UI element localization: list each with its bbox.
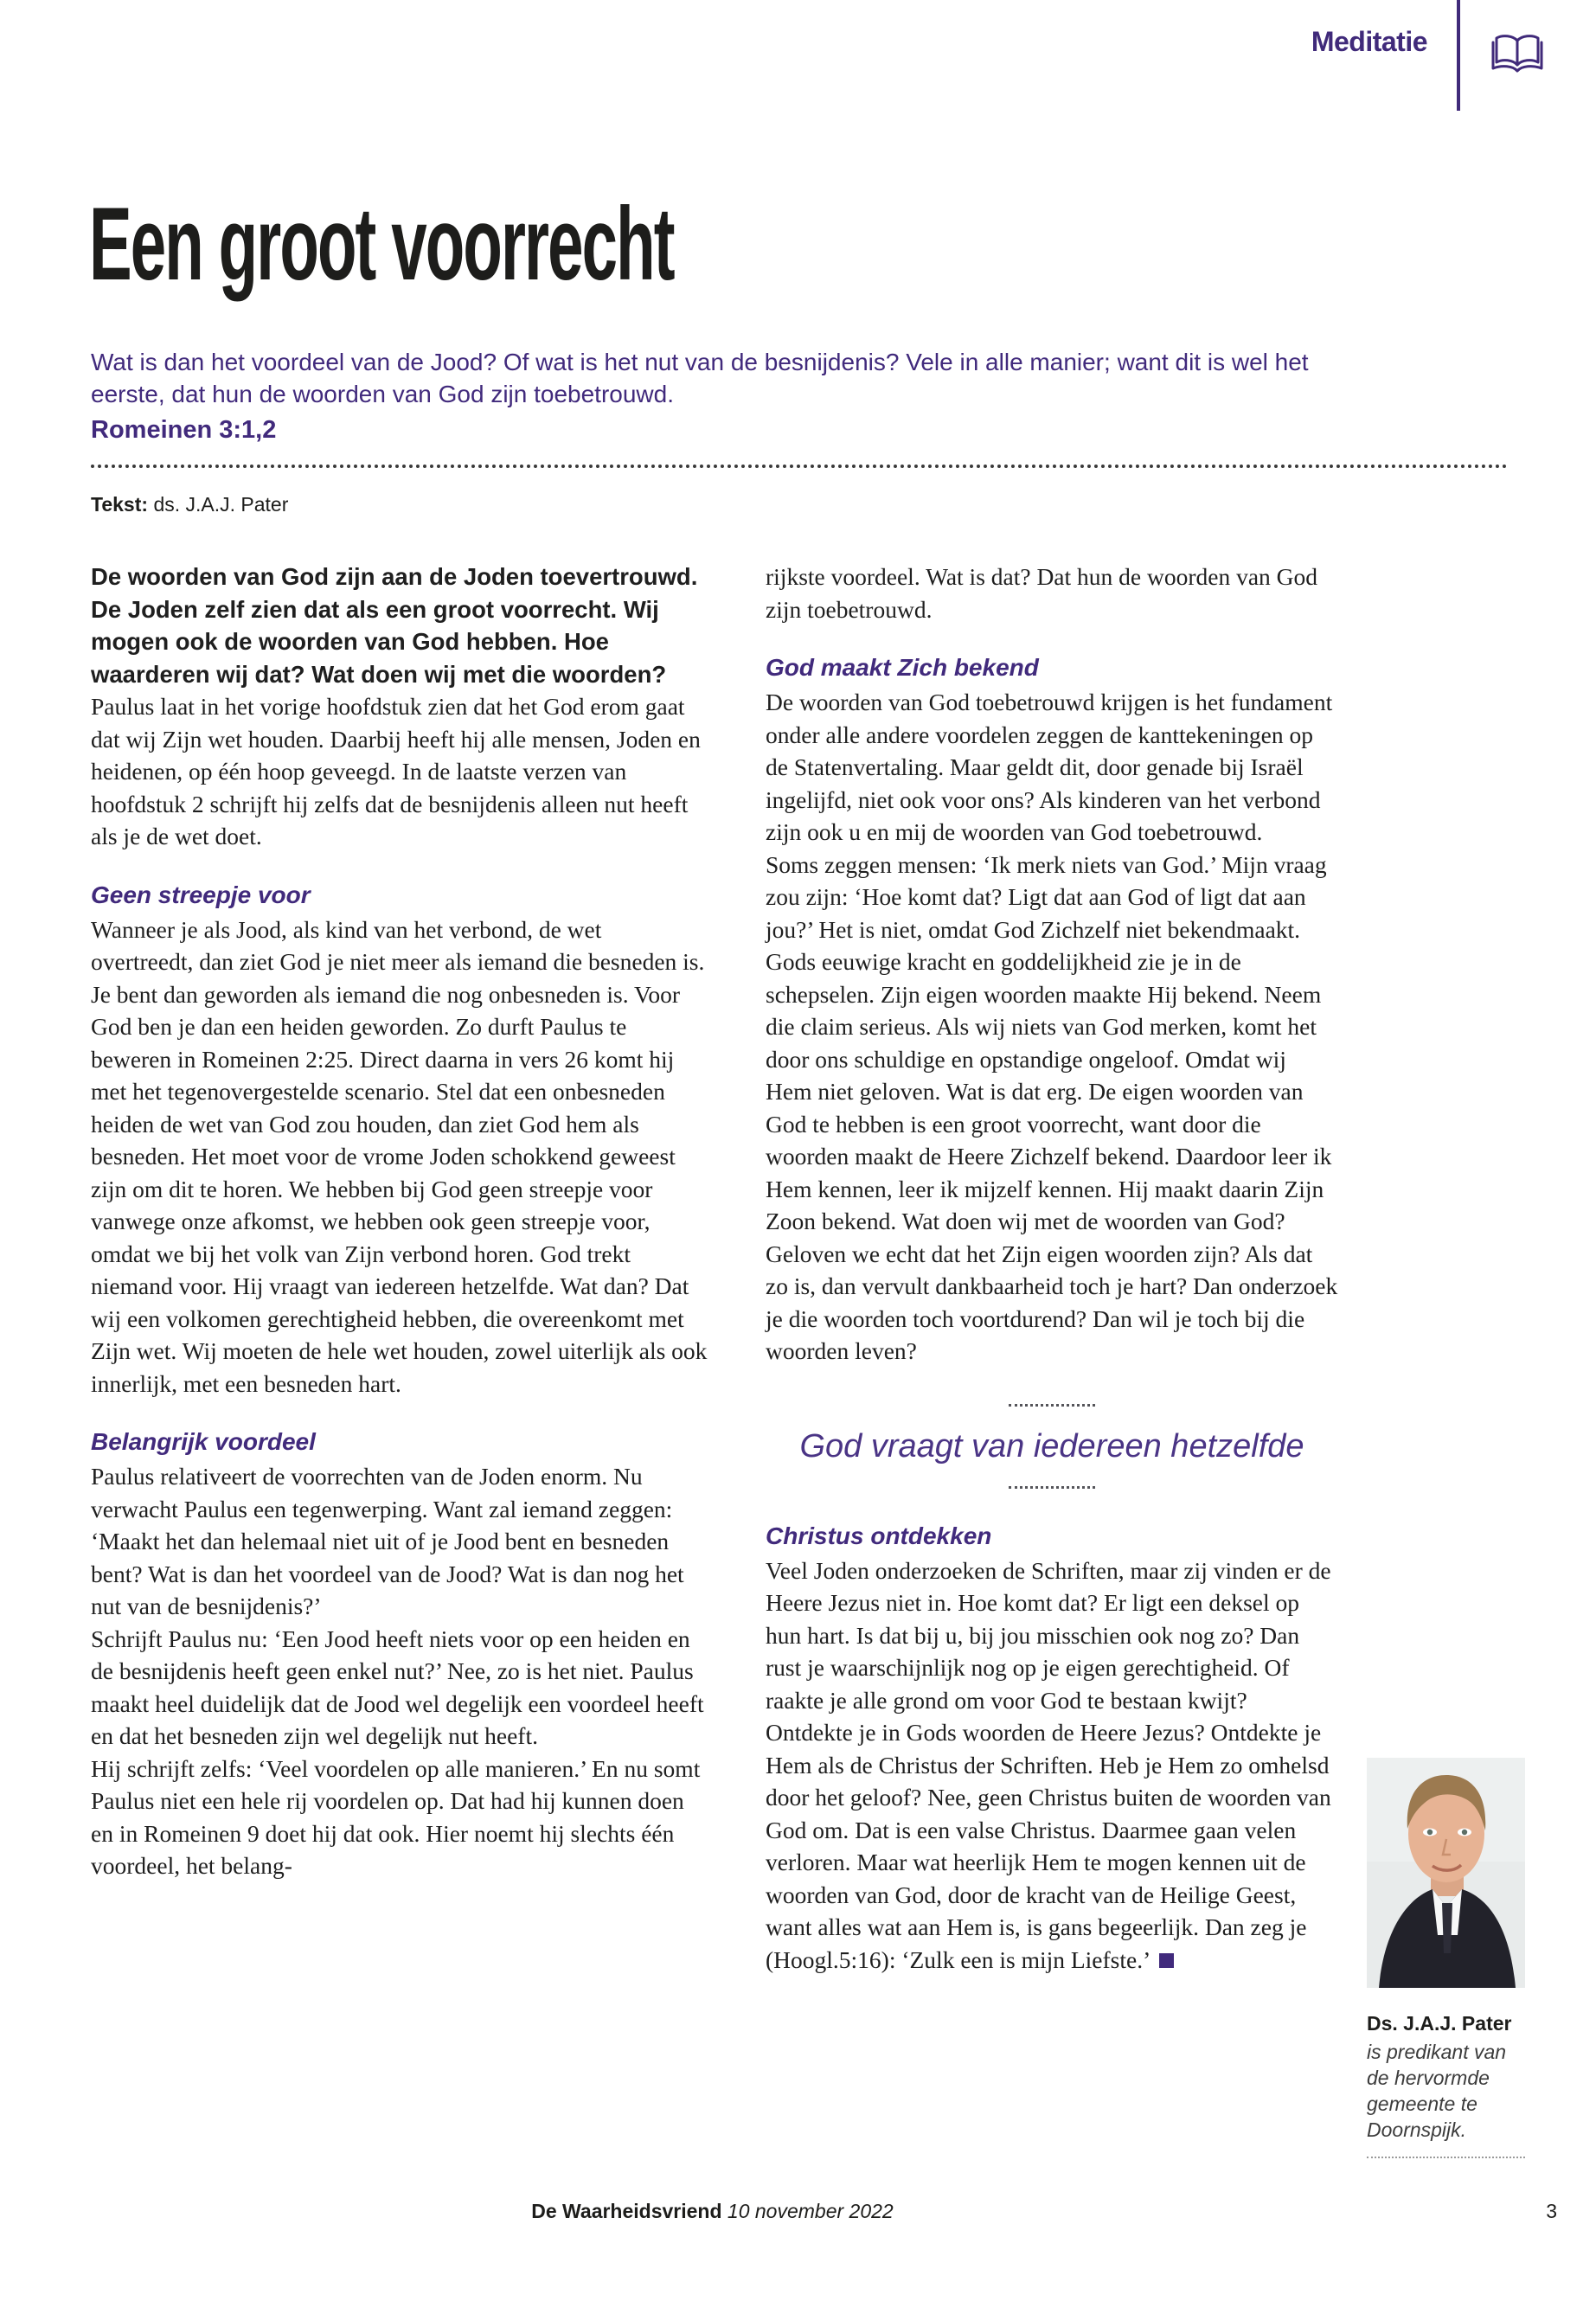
dotted-divider	[91, 465, 1508, 468]
paragraph: Paulus relativeert de voorrechten van de Joden enorm. Nu verwacht Paulus een tegenwerping. Want zal iemand zeggen: ‘Maakt het dan helemaal niet uit of je Jood bent en besneden bent? Wat is dan het voordeel van de Jood? Wat is dan nog het nut van de besnijdenis?’	[91, 1463, 684, 1619]
paragraph: rijkste voordeel. Wat is dat? Dat hun de woorden van God zijn toebetrouwd.	[766, 563, 1318, 623]
footer	[91, 2200, 1334, 2223]
page-number: 3	[1546, 2200, 1557, 2222]
article-end-mark	[1159, 1953, 1174, 1968]
pull-quote-text: God vraagt van iedereen hetzelfde	[799, 1427, 1304, 1465]
byline	[91, 493, 288, 516]
open-book-icon	[1490, 31, 1545, 80]
quote-dots-bottom	[1009, 1486, 1095, 1489]
header-divider	[1457, 0, 1460, 111]
paragraph: De woorden van God toebetrouwd krijgen is het fundament onder alle andere voordelen zeggen de kanttekeningen op de Statenvertaling. Maar geldt dit, door genade bij Israël ingelijfd, niet ook voor ons? Als kinderen van het verbond zijn ook u en mij de woorden van God toebetrouwd.	[766, 689, 1333, 845]
section-heading: God maakt Zich bekend	[766, 654, 1039, 681]
section-heading: Belangrijk voordeel	[91, 1428, 316, 1455]
section-heading: Geen streepje voor	[91, 881, 311, 908]
author-name: Ds. J.A.J. Pater	[1367, 2012, 1512, 2035]
paragraph-text: Veel Joden onderzoeken de Schriften, maar zij vinden er de Heere Jezus niet in. Hoe komt dat? Er ligt een deksel op hun hart. Is dat bij u, bij jou misschien ook nog zo? Dan rust je waarschijnlijk nog op je eigen gerechtigheid. Of raakte je alle grond om voor God te bestaan kwijt? Ontdekte je in Gods woorden de Heere Jezus? Ontdekte je Hem als de Christus der Schriften. Heb je Hem zo omhelsd door het geloof? Nee, geen Christus buiten de woorden van God om. Dat is een valse Christus. Daarmee gaan velen verloren. Maar wat heerlijk Hem te mogen kennen uit de woorden van God, door de kracht van de Heilige Geest, want alles wat aan Hem is, is gans begeerlijk. Dan zeg je (Hoogl.5:16): ‘Zulk een is mijn Liefste.’	[766, 1556, 1331, 1973]
scripture-reference: Romeinen 3:1,2	[91, 416, 277, 444]
footer-date: 10 november 2022	[727, 2200, 894, 2222]
author-box	[1367, 1758, 1525, 2158]
page-title: Een groot voorrecht	[89, 186, 674, 302]
section-label: Meditatie	[1311, 26, 1427, 57]
column-right	[766, 561, 1338, 1976]
paragraph	[766, 1554, 1338, 1977]
section-heading: Christus ontdekken	[766, 1522, 992, 1549]
quote-dots-top	[1009, 1404, 1095, 1407]
lead-paragraph: De woorden van God zijn aan de Joden toevertrouwd. De Joden zelf zien dat als een groot voorrecht. Wij mogen ook de woorden van God hebben. Hoe waarderen wij dat? Wat doen wij met die woorden?	[91, 563, 698, 688]
paragraph: Schrijft Paulus nu: ‘Een Jood heeft niets voor op een heiden en de besnijdenis heeft geen enkel nut?’ Nee, zo is het niet. Paulus maakt heel duidelijk dat de Jood wel degelijk een voordeel heeft en dat het besneden zijn wel degelijk nut heeft.	[91, 1625, 704, 1749]
footer-magazine-name: De Waarheidsvriend	[531, 2200, 722, 2222]
paragraph: Paulus laat in het vorige hoofdstuk zien dat het God erom gaat dat wij Zijn wet houden. Daarbij heeft hij alle mensen, Joden en heidenen, op één hoop geveegd. In de laatste verzen van hoofdstuk 2 schrijft hij zelfs dat de besnijdenis alleen nut heeft als je de wet doet.	[91, 693, 701, 849]
byline-label: Tekst:	[91, 493, 149, 516]
column-left	[91, 561, 708, 1882]
article-intro: Wat is dan het voordeel van de Jood? Of wat is het nut van de besnijdenis? Vele in alle manier; want dit is wel het eerste, dat hun de woorden van God zijn toebetrouwd.	[91, 349, 1309, 407]
paragraph: Hij schrijft zelfs: ‘Veel voordelen op alle manieren.’ En nu somt Paulus niet een hele rij voordelen op. Dat had hij kunnen doen en in Romeinen 9 doet hij dat ook. Hier noemt hij slechts één voordeel, het belang-	[91, 1754, 701, 1879]
article-body	[91, 561, 1338, 1976]
author-photo	[1367, 1758, 1525, 1988]
paragraph: Soms zeggen mensen: ‘Ik merk niets van God.’ Mijn vraag zou zijn: ‘Hoe komt dat? Ligt dat aan God of ligt dat aan jou?’ Het is niet, omdat God Zichzelf niet bekendmaakt. Gods eeuwige kracht en goddelijkheid zie je in de schepselen. Zijn eigen woorden maakte Hij bekend. Neem die claim serieus. Als wij niets van God merken, komt het door ons schuldige en opstandige ongeloof. Omdat wij Hem niet geloven. Wat is dat erg. De eigen woorden van God te hebben is een groot voorrecht, want door die woorden maakt de Heere Zichzelf bekend. Daardoor leer ik Hem kennen, leer ik mijzelf kennen. Hij maakt daarin Zijn Zoon bekend. Wat doen wij met de woorden van God? Geloven we echt dat het Zijn eigen woorden zijn? Als dat zo is, dan vervult dankbaarheid toch je hart? Dan onderzoek je die woorden toch voortdurend? Dan wil je toch bij die woorden leven?	[766, 850, 1338, 1364]
author-box-divider	[1367, 2157, 1525, 2158]
byline-name: ds. J.A.J. Pater	[153, 493, 289, 516]
paragraph: Wanneer je als Jood, als kind van het verbond, de wet overtreedt, dan ziet God je niet meer als iemand die besneden is. Je bent dan geworden als iemand die nog onbesneden is. Voor God ben je dan een heiden geworden. Zo durft Paulus te beweren in Romeinen 2:25. Direct daarna in vers 26 komt hij met het tegenovergestelde scenario. Stel dat een onbesneden heiden de wet van God zou houden, dan ziet God hem als besneden. Het moet voor de vrome Joden schokkend geweest zijn om dit te horen. We hebben bij God geen streepje voor vanwege onze afkomst, we hebben ook geen streepje voor, omdat we bij het volk van Zijn verbond horen. God trekt niemand voor. Hij vraagt van iedereen hetzelfde. Wat dan? Dat wij een volkomen gerechtigheid hebben, die overeenkomt met Zijn wet. Wij moeten de hele wet houden, zowel uiterlijk als ook innerlijk, met een besneden hart.	[91, 915, 708, 1397]
author-description: is predikant van de hervormde gemeente te Doornspijk.	[1367, 2041, 1507, 2141]
pull-quote	[766, 1404, 1338, 1489]
